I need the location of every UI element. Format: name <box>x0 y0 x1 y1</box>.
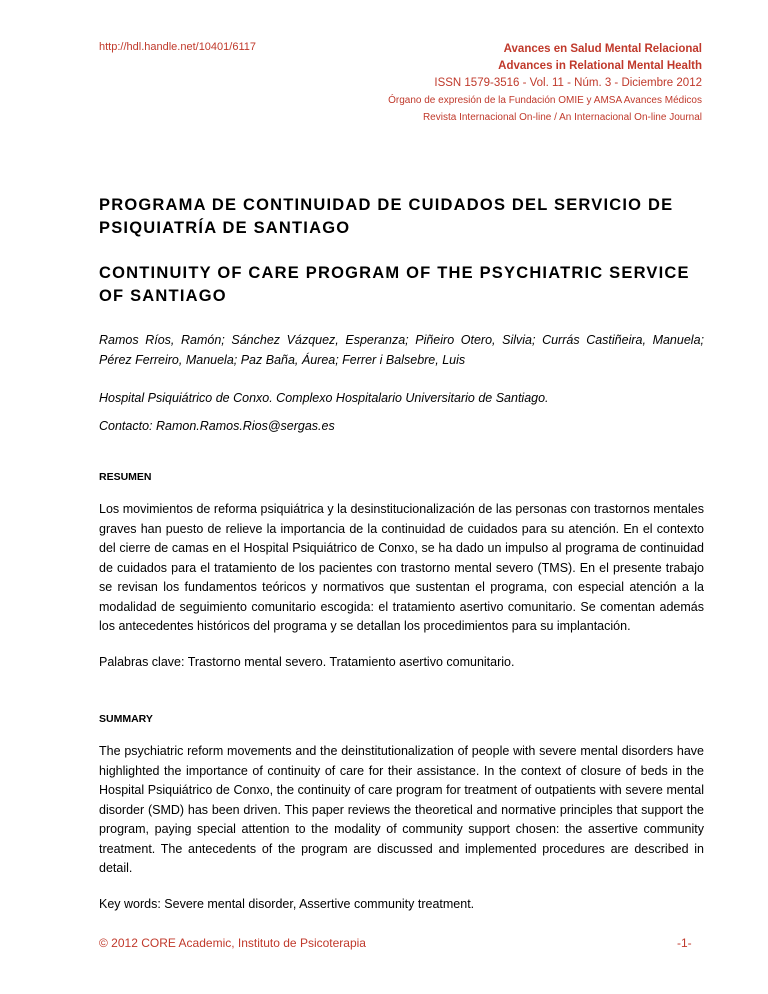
resumen-heading: RESUMEN <box>99 471 152 483</box>
resumen-body: Los movimientos de reforma psiquiátrica y la desinstitucionalización de las personas con trastornos mentales graves han puesto de relieve la importancia de la continuidad de cuidados para su atención. En el contexto del cierre de camas en el Hospital Psiquiátrico de Conxo, se ha dado un impulso al programa de continuidad de cuidados para el tratamiento de los pacientes con trastorno mental severo (TMS). En el presente trabajo se revisan los fundamentos teóricos y normativos que sustentan el programa, con especial atención a la modalidad de seguimiento comunitario escogida: el tratamiento asertivo comunitario. Se comentan además los antecedentes históricos del programa y se detallan los procedimientos para su implantación. <box>99 502 704 633</box>
affiliation: Hospital Psiquiátrico de Conxo. Complexo Hospitalario Universitario de Santiago. <box>99 391 549 405</box>
authors: Ramos Ríos, Ramón; Sánchez Vázquez, Esperanza; Piñeiro Otero, Silvia; Currás Castiñeira, Manuela; Pérez Ferreiro, Manuela; Paz Baña, Áurea; Ferrer i Balsebre, Luis <box>99 333 704 367</box>
journal-organ: Órgano de expresión de la Fundación OMIE y AMSA Avances Médicos <box>388 95 702 106</box>
keywords-es: Palabras clave: Trastorno mental severo. Tratamiento asertivo comunitario. <box>99 655 515 669</box>
issn-line: ISSN 1579-3516 - Vol. 11 - Núm. 3 - Diciembre 2012 <box>434 77 702 89</box>
footer-copyright: © 2012 CORE Academic, Instituto de Psicoterapia <box>99 936 366 950</box>
contact: Contacto: Ramon.Ramos.Rios@sergas.es <box>99 419 335 433</box>
journal-header <box>388 41 702 126</box>
journal-type: Revista Internacional On-line / An Internacional On-line Journal <box>422 112 702 123</box>
article-title-es: PROGRAMA DE CONTINUIDAD DE CUIDADOS DEL SERVICIO DE PSIQUIATRÍA DE SANTIAGO <box>99 196 674 237</box>
page-number: -1- <box>677 936 692 950</box>
journal-title-en: Advances in Relational Mental Health <box>498 60 702 72</box>
keywords-en: Key words: Severe mental disorder, Assertive community treatment. <box>99 897 475 911</box>
journal-title-es: Avances en Salud Mental Relacional <box>503 43 702 55</box>
summary-heading: SUMMARY <box>99 713 153 725</box>
article-title-en: CONTINUITY OF CARE PROGRAM OF THE PSYCHIATRIC SERVICE OF SANTIAGO <box>99 264 690 305</box>
handle-url[interactable]: http://hdl.handle.net/10401/6117 <box>99 41 256 53</box>
summary-body: The psychiatric reform movements and the deinstitutionalization of people with severe mental disorders have highlighted the importance of continuity of care for their assistance. In the context of closure of beds in the Hospital Psiquiátrico de Conxo, the continuity of care program for treatment of outpatients with severe mental disorder (SMD) has been driven. This paper reviews the theoretical and normative principles that support the program, paying special attention to the modality of community support chosen: the assertive community treatment. The antecedents of the program are discussed and implemented procedures are described in detail. <box>99 744 704 875</box>
